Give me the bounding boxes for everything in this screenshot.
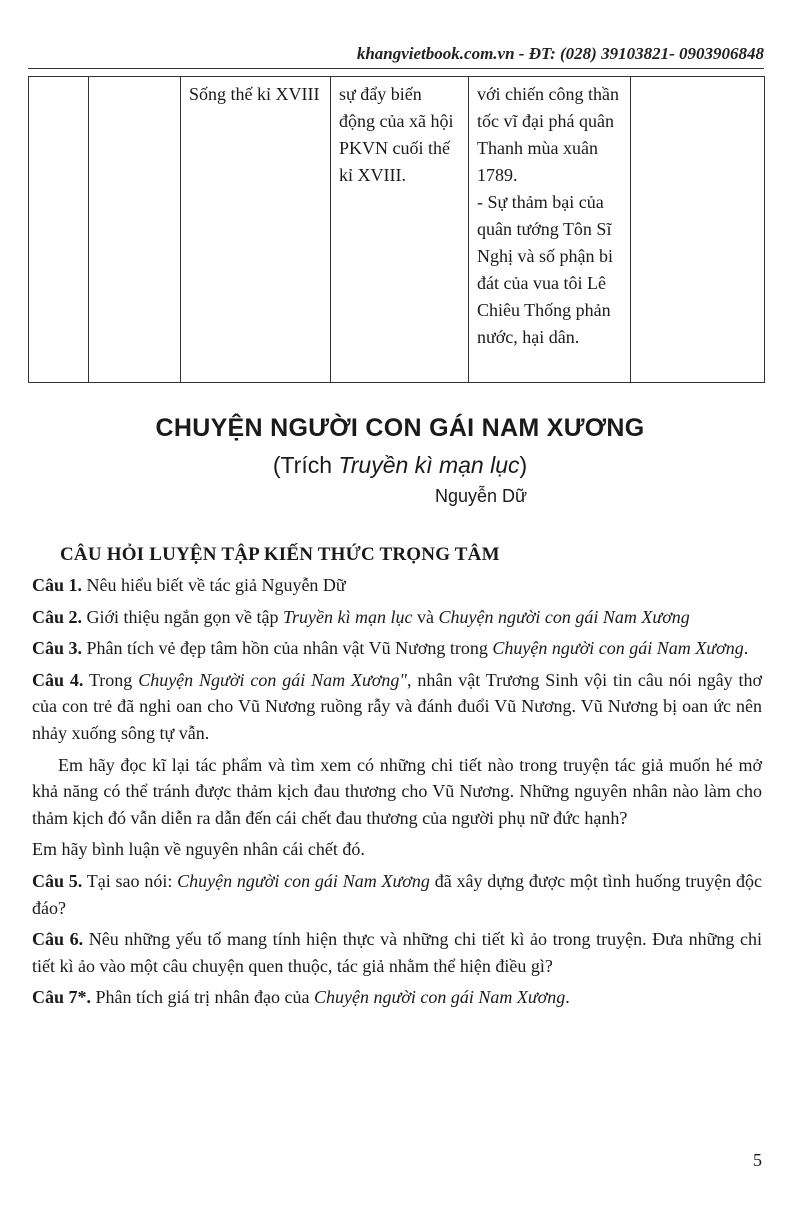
page-number: 5 (753, 1150, 762, 1170)
work-title: Chuyện người con gái Nam Xương (177, 870, 430, 891)
subtitle-work: Truyền kì mạn lục (338, 452, 520, 478)
table-cell-3 (181, 77, 331, 383)
section-heading: CÂU HỎI LUYỆN TẬP KIẾN THỨC TRỌNG TÂM (60, 544, 500, 565)
table-cell-4 (331, 77, 469, 383)
question-7 (32, 984, 762, 1011)
page-header: khangvietbook.com.vn - ĐT: (028) 39103821- 0903906848 (356, 44, 764, 63)
question-6 (32, 926, 762, 979)
question-2 (32, 604, 762, 631)
question-text: và (412, 606, 439, 627)
story-title: CHUYỆN NGƯỜI CON GÁI NAM XƯƠNG (155, 414, 645, 442)
table-cell-5 (469, 77, 631, 383)
cell-text: Sống thế kỉ XVIII (189, 84, 320, 104)
cell-text: - Sự thảm bại của quân tướng Tôn Sĩ Nghị và số phận bi đát của vua tôi Lê Chiêu Thống phản nước, hại dân. (477, 192, 613, 347)
question-4 (32, 667, 762, 747)
subtitle-open: (Trích (272, 452, 339, 478)
question-text: Nêu những yếu tố mang tính hiện thực và những chi tiết kì ảo trong truyện. Đưa những chi tiết kì ảo vào một câu chuyện quen thuộc, tác giả nhằm thể hiện điều gì? (32, 929, 763, 976)
question-5 (32, 868, 762, 921)
header-rule (28, 68, 764, 69)
question-1 (32, 572, 762, 599)
question-text: , nhân vật Trương Sinh vội tin câu nói ngây thơ của con trẻ đã nghi oan cho Vũ Nương ruồng rẫy và đánh đuổi Vũ Nương. Vũ Nương bị oan ức nên nhảy xuống sông tự vẫn. (32, 669, 763, 743)
subtitle-close: ) (519, 452, 528, 478)
question-4-instruction: Em hãy bình luận về nguyên nhân cái chết đó. (32, 839, 365, 860)
question-text: Tại sao nói: (82, 870, 178, 891)
questions-list (32, 572, 762, 1016)
question-text: Trong (83, 669, 139, 690)
question-text: Nêu hiểu biết về tác giả Nguyễn Dữ (82, 575, 346, 595)
question-label: Câu 1. (32, 575, 83, 595)
author-name: Nguyễn Dữ (435, 486, 528, 506)
work-title: Chuyện người con gái Nam Xương (313, 987, 566, 1008)
table-cell-1 (29, 77, 89, 383)
table-cell-2 (89, 77, 181, 383)
story-subtitle (0, 452, 800, 479)
question-label: Câu 5. (32, 870, 83, 891)
work-title: Truyền kì mạn lục (283, 606, 413, 627)
table-cell-6 (631, 77, 765, 383)
work-title: Chuyện người con gái Nam Xương (438, 606, 690, 627)
cell-text: sự đẩy biến động của xã hội PKVN cuối thế kỉ XVIII. (339, 84, 454, 185)
question-text: Phân tích giá trị nhân đạo của (91, 987, 314, 1008)
question-text: . (743, 638, 749, 659)
question-4-paragraph: Em hãy đọc kĩ lại tác phẩm và tìm xem có những chi tiết nào trong truyện tác giả muốn hé mở khả năng có thể tránh được thảm kịch đau thương cho Vũ Nương. Những nguyên nhân nào làm cho thảm kịch đó vẫn diễn ra dẫn đến cái chết đau thương của người phụ nữ đức hạnh? (32, 754, 762, 828)
question-text: Phân tích vẻ đẹp tâm hồn của nhân vật Vũ Nương trong (82, 638, 493, 659)
question-text: Giới thiệu ngắn gọn về tập (82, 606, 283, 627)
question-label: Câu 6. (32, 929, 84, 950)
cell-text: với chiến công thần tốc vĩ đại phá quân Thanh mùa xuân 1789. (477, 84, 619, 185)
question-text: . (565, 987, 570, 1008)
question-label: Câu 2. (32, 606, 83, 627)
table-row (29, 77, 765, 383)
question-label: Câu 4. (32, 669, 84, 690)
work-title: Chuyện Người con gái Nam Xương" (138, 669, 407, 690)
question-text: đã xây dựng được một tình huống truyện độc đáo? (32, 870, 763, 918)
continued-table (28, 76, 765, 383)
question-label: Câu 3. (32, 638, 83, 659)
question-label: Câu 7*. (32, 987, 92, 1008)
work-title: Chuyện người con gái Nam Xương (492, 638, 744, 659)
question-3 (32, 635, 762, 662)
